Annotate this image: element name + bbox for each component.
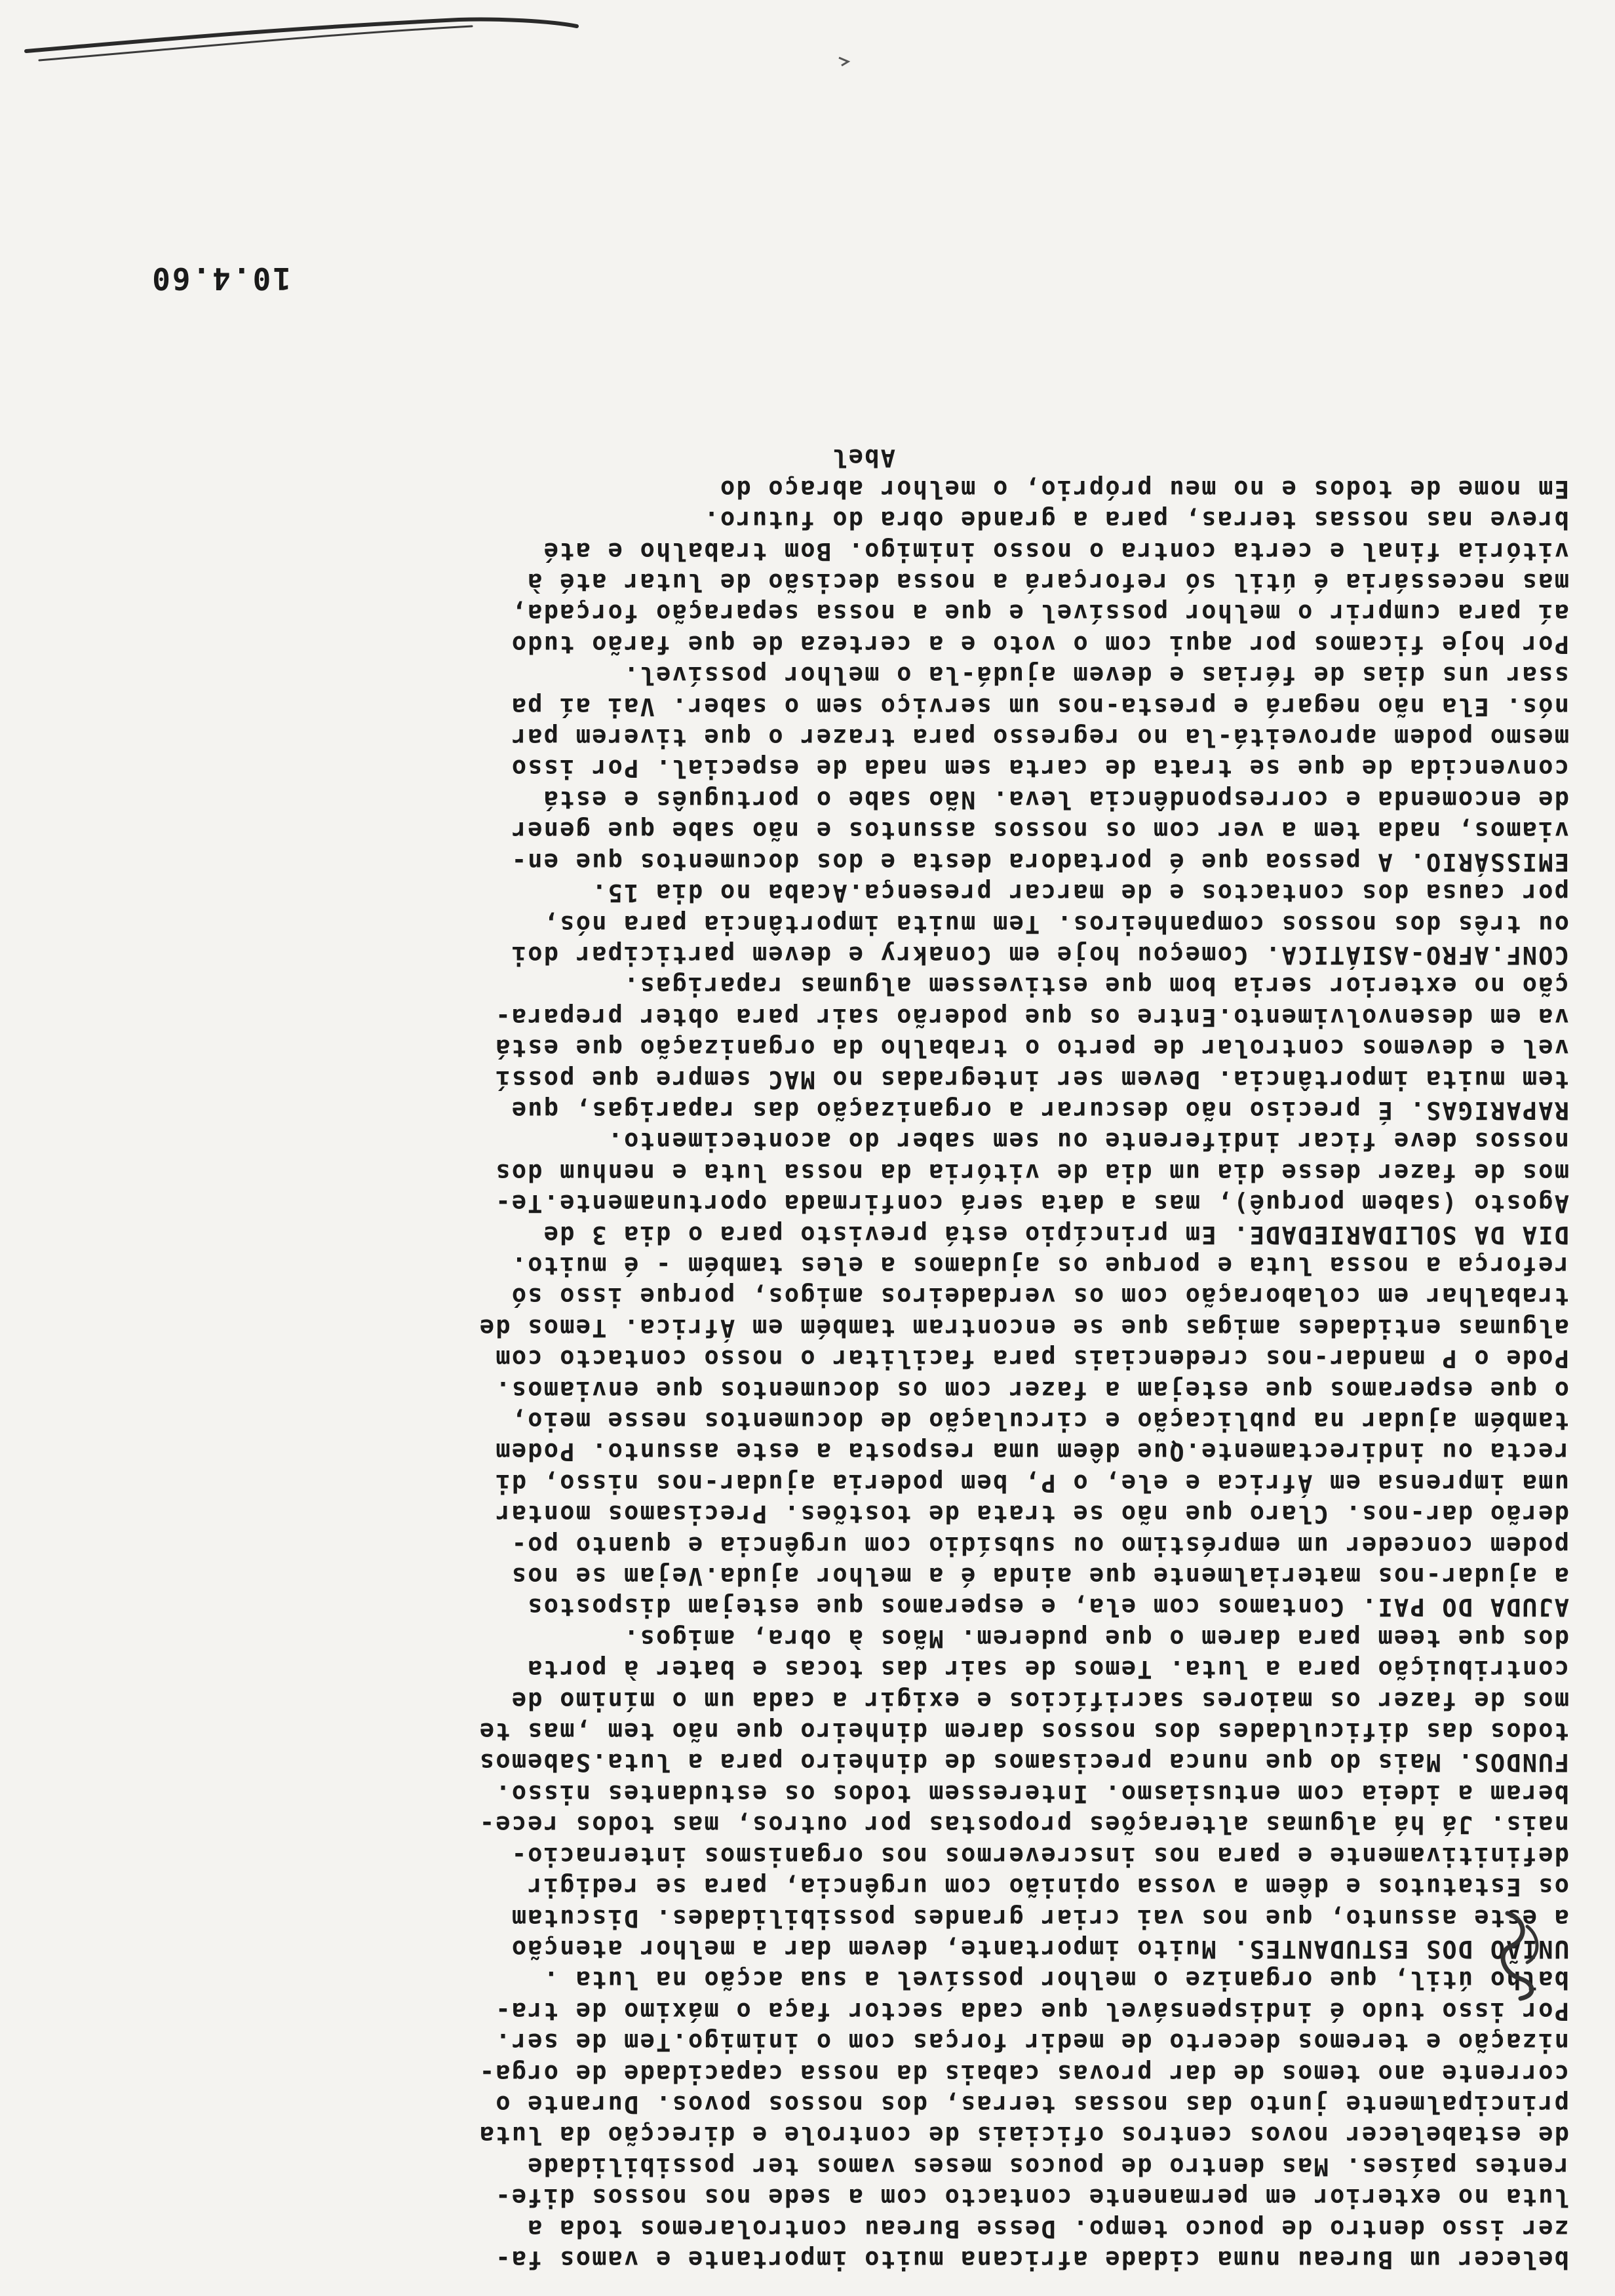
letter-line: contribuição para a luta. Temos de sair das tocas e bater à porta: [526, 1655, 1569, 1684]
letter-line: corrente ano temos de dar provas cabais da nossa capacidade de orga-: [478, 2059, 1569, 2088]
letter-line: reforça a nossa luta e porque os ajudamos a eles também - é muito.: [510, 1252, 1569, 1280]
letter-line: trabalhar em colaboração com os verdadeiros amigos, porque isso só: [510, 1282, 1569, 1311]
letter-line: algumas entidades amigas que se encontram também em África. Temos de: [478, 1313, 1569, 1342]
letter-line: FUNDOS. Mais do que nunca precisamos de dinheiro para a luta.Sabemos: [478, 1748, 1569, 1777]
letter-line: vel e devemos controlar de perto o trabalho da organização que está: [494, 1034, 1569, 1063]
letter-line: Pode o P mandar-nos credenciais para facilitar o nosso contacto com: [494, 1345, 1569, 1373]
letter-line: EMISSÁRIO. A pessoa que é portadora desta e dos documentos que en-: [510, 847, 1569, 876]
letter-line: Por hoje ficamos por aqui com o voto e a certeza de que farão tudo: [510, 630, 1569, 659]
letter-line: nais. Já há algumas alterações propostas por outros, mas todos rece-: [478, 1810, 1569, 1839]
letter-line: podem conceder um empréstimo ou subsídio com urgência e quanto po-: [510, 1531, 1569, 1559]
letter-line: nossos deve ficar indiferente ou sem saber do acontecimento.: [606, 1127, 1569, 1156]
letter-line: aí para cumprir o melhor possível e que a nossa separação forçada,: [510, 599, 1569, 628]
letter-line: nização e teremos decerto de medir forças com o inimigo.Tem de ser.: [494, 2028, 1569, 2057]
letter-line: também ajudar na publicação e circulação de documentos nesse meio,: [510, 1407, 1569, 1436]
letter-line: principalmente junto das nossas terras, dos nossos povos. Durante o: [494, 2090, 1569, 2118]
pen-stroke-mark: [0, 0, 1615, 92]
letter-line: a este assunto, que nos vai criar grandes possibilidades. Discutam: [510, 1904, 1569, 1932]
letter-line: DIA DA SOLIDARIEDADE. Em princípio está previsto para o dia 3 de: [542, 1220, 1569, 1249]
letter-line: Agosto (sabem porquê), mas a data será confirmada oportunamente.Te-: [494, 1189, 1569, 1218]
letter-line: RAPARIGAS. É preciso não descurar a organização das raparigas, que: [510, 1096, 1569, 1124]
handwritten-corner-mark: [1481, 1900, 1553, 2005]
letter-line: zer isso dentro de pouco tempo. Desse Bureau controlaremos toda a: [526, 2214, 1569, 2243]
letter-line: mos de fazer os maiores sacrifícios e exigir a cada um o mínimo de: [510, 1686, 1569, 1715]
letter-line: derão dar-nos. Claro que não se trata de tostões. Precisamos montar: [494, 1500, 1569, 1529]
letter-line: ou três dos nossos companheiros. Tem muita importância para nós,: [542, 909, 1569, 938]
letter-line: rentes países. Mas dentro de poucos meses vamos ter possibilidade: [526, 2152, 1569, 2181]
letter-line: de encomenda e correspondência leva. Não sabe o português e está: [542, 785, 1569, 814]
letter-line: va em desenvolvimento.Entre os que poderão sair para obter prepara-: [494, 1003, 1569, 1031]
letter-line: CONF.AFRO-ASIÁTICA. Começou hoje em Conakry e devem participar doi: [510, 940, 1569, 969]
letter-line: mos de fazer desse dia um dia de vitória da nossa luta e nenhum dos: [494, 1158, 1569, 1187]
letter-line: AJUDA DO PAI. Contamos com ela, e esperamos que estejam dispostos: [526, 1593, 1569, 1622]
letter-line: de estabelecer novos centros oficiais de controle e direcção da luta: [478, 2121, 1569, 2150]
letter-line: Em nome de todos e no meu próprio, o melhor abraço do: [718, 474, 1569, 503]
letter-line: os Estatutos e dêem a vossa opinião com urgência, para se redigir: [526, 1873, 1569, 1902]
letter-date: 10.4.60: [150, 261, 291, 296]
letter-line: convencida de que se trata de carta sem nada de especial. Por isso: [510, 754, 1569, 783]
letter-line: recta ou indirectamente.Que dêem uma resposta a este assunto. Podem: [494, 1438, 1569, 1466]
letter-line: belecer um Bureau numa cidade africana muito importante e vamos fa-: [494, 2246, 1569, 2274]
letter-line: breve nas nossas terras, para a grande obra do futuro.: [703, 506, 1569, 535]
letter-line: a ajudar-nos materialmente que ainda é a melhor ajuda.Vejam se nos: [510, 1562, 1569, 1591]
letter-line: o que esperamos que estejam a fazer com os documentos que enviamos.: [494, 1375, 1569, 1404]
letter-line: todos das dificuldades dos nossos darem dinheiro que não tem ,mas te: [478, 1717, 1569, 1746]
letter-line: Por isso tudo é indispensável que cada sector faça o máximo de tra-: [494, 1997, 1569, 2025]
letter-line: Abel: [831, 444, 1569, 472]
letter-line: UNIÃO DOS ESTUDANTES. Muito importante, devem dar a melhor atenção: [510, 1934, 1569, 1963]
letter-line: dos que teem para darem o que puderem. Mãos à obra, amigos.: [622, 1624, 1569, 1653]
letter-line: mesmo podem aproveitá-la no regresso para trazer o que tiverem par: [510, 723, 1569, 752]
letter-line: mas necessária é útil só reforçará a nossa decisão de lutar até à: [526, 568, 1569, 597]
letter-line: ção no exterior seria bom que estivessem algumas raparigas.: [622, 972, 1569, 1001]
letter-line: nós. Ela não negará e presta-nos um serviço sem o saber. Vai aí pa: [510, 692, 1569, 721]
letter-line: luta no exterior em permanente contacto com a sede nos nossos dife-: [494, 2183, 1569, 2212]
letter-line: balho útil, que organize o melhor possível a sua acção na luta .: [542, 1966, 1569, 1995]
letter-line: uma imprensa em África e ele, o P, bem poderia ajudar-nos nisso, di: [494, 1468, 1569, 1497]
letter-line: viamos, nada tem a ver com os nossos assuntos e não sabe que gener: [510, 816, 1569, 845]
letter-body: [16, 442, 1569, 2275]
letter-line: definitivamente e para nos inscrevermos nos organismos internacio-: [510, 1841, 1569, 1870]
letter-line: vitória final e certa contra o nosso inimigo. Bom trabalho e até: [542, 537, 1569, 565]
letter-line: por causa dos contactos e de marcar presença.Acaba no dia 15.: [590, 879, 1569, 908]
letter-line: ssar uns dias de férias e devem ajudá-la o melhor possível.: [622, 661, 1569, 690]
letter-line: tem muita importância. Devem ser integradas no MAC sempre que possí: [494, 1065, 1569, 1094]
letter-line: beram a ideia com entusiasmo. Interessem todos os estudantes nisso.: [494, 1779, 1569, 1808]
